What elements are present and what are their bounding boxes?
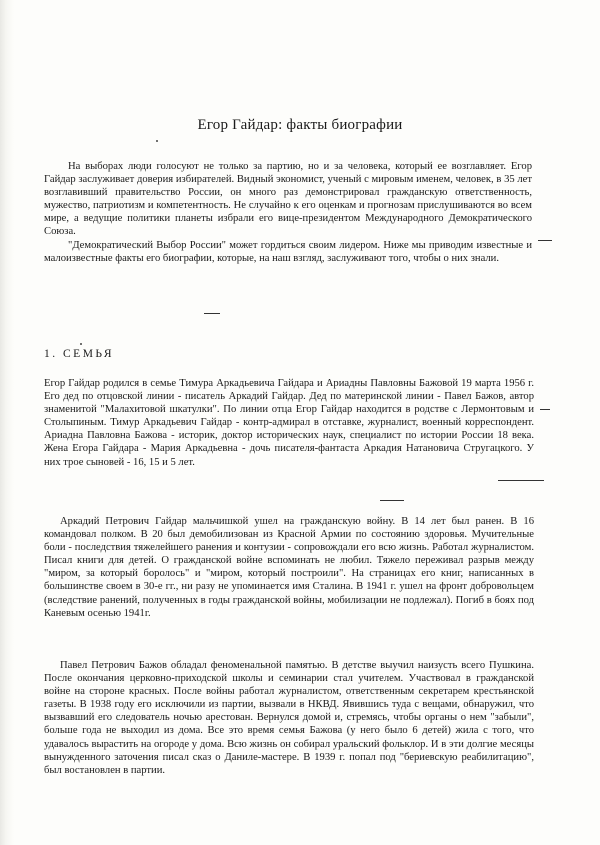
margin-mark <box>380 500 404 501</box>
margin-mark <box>204 313 220 314</box>
margin-mark <box>540 409 550 410</box>
intro-paragraph-1: На выборах люди голосуют не только за партию, но и за человека, который ее возглавляет. Егор Гайдар заслуживает доверия избирателей. Видный экономист, ученый с мировым именем, человек, в 35 лет возглавивший правительство России, он много раз демонстрировал гражданскую ответственность, мужество, патриотизм и компетентность. Не случайно к его оценкам и прогнозам прислушиваются во всем мире, а ведущие политики планеты избрали его вице-президентом Международного Демократического Союза. <box>44 161 532 238</box>
pavel-bazhov-section <box>44 659 534 777</box>
family-paragraph: Егор Гайдар родился в семье Тимура Аркадьевича Гайдара и Ариадны Павловны Бажовой 19 марта 1956 г. Его дед по отцовской линии - писатель Аркадий Гайдар. Дед по материнской линии - Павел Бажов, автор знаменитой "Малахитовой шкатулки". По линии отца Егор Гайдар находится в родстве с Лермонтовым и Столыпиным. Тимур Аркадьевич Гайдар - контр-адмирал в отставке, журналист, военный корреспондент. Ариадна Павловна Бажова - историк, доктор исторических наук, специалист по истории России 18 века. Жена Егора Гайдара - Мария Аркадьевна - дочь писателя-фантаста Аркадия Натановича Стругацкого. У них трое сыновей - 16, 15 и 5 лет. <box>44 378 534 468</box>
arkady-gaidar-paragraph: Аркадий Петрович Гайдар мальчишкой ушел на гражданскую войну. В 14 лет был ранен. В 16 командовал полком. В 20 был демобилизован из Красной Армии по состоянию здоровья. Мучительные боли - последствия тяжелейшего ранения и контузии - сопровождали его всю жизнь. Работал журналистом. Писал книги для детей. О гражданской войне вспоминать не любил. Тяжело переживал разрыв между "миром, за который боролось" и "миром, который построили". На страницах его книг, написанных в большинстве своем в 30-е гг., ни разу не упоминается имя Сталина. В 1941 г. ушел на фронт добровольцем (вследствие ранений, полученных в годы гражданской войны, мобилизации не подлежал). Погиб в боях под Каневым осенью 1941г. <box>44 516 534 619</box>
arkady-gaidar-section <box>44 515 534 620</box>
family-section <box>44 377 534 469</box>
intro-section <box>44 160 532 265</box>
document-title: Егор Гайдар: факты биографии <box>197 117 403 133</box>
section-heading-family: 1. СЕМЬЯ <box>44 348 115 360</box>
intro-paragraph-2: "Демократический Выбор России" может гордиться своим лидером. Ниже мы приводим известные и малоизвестные факты его биографии, которые, на наш взгляд, заслуживают того, чтобы о них знали. <box>44 239 532 264</box>
margin-mark <box>498 480 544 481</box>
scan-speck <box>80 343 82 345</box>
scan-speck <box>156 140 158 142</box>
margin-mark <box>538 240 552 241</box>
pavel-bazhov-paragraph: Павел Петрович Бажов обладал феноменальной памятью. В детстве выучил наизусть всего Пушкина. После окончания церковно-приходской школы и семинарии стал учителем. Участвовал в гражданской войне на стороне красных. После войны работал журналистом, ответственным секретарем крестьянской газеты. В 1938 году его исключили из партии, вызвали в НКВД. Явившись туда с вещами, обнаружил, что вызвавший его следователь ночью арестован. Вернулся домой и, стремясь, чтобы органы о нем "забыли", больше года не выходил из дома. Все это время семья Бажова (у него было 6 детей) жила с того, что удавалось вырастить на огороде у дома. Всю жизнь он собирал уральский фольклор. И в эти долгие месяцы вынужденного заточения писал сказ о Даниле-мастере. В 1939 г. попал под "бериевскую реабилитацию", был востановлен в партии. <box>44 660 534 776</box>
